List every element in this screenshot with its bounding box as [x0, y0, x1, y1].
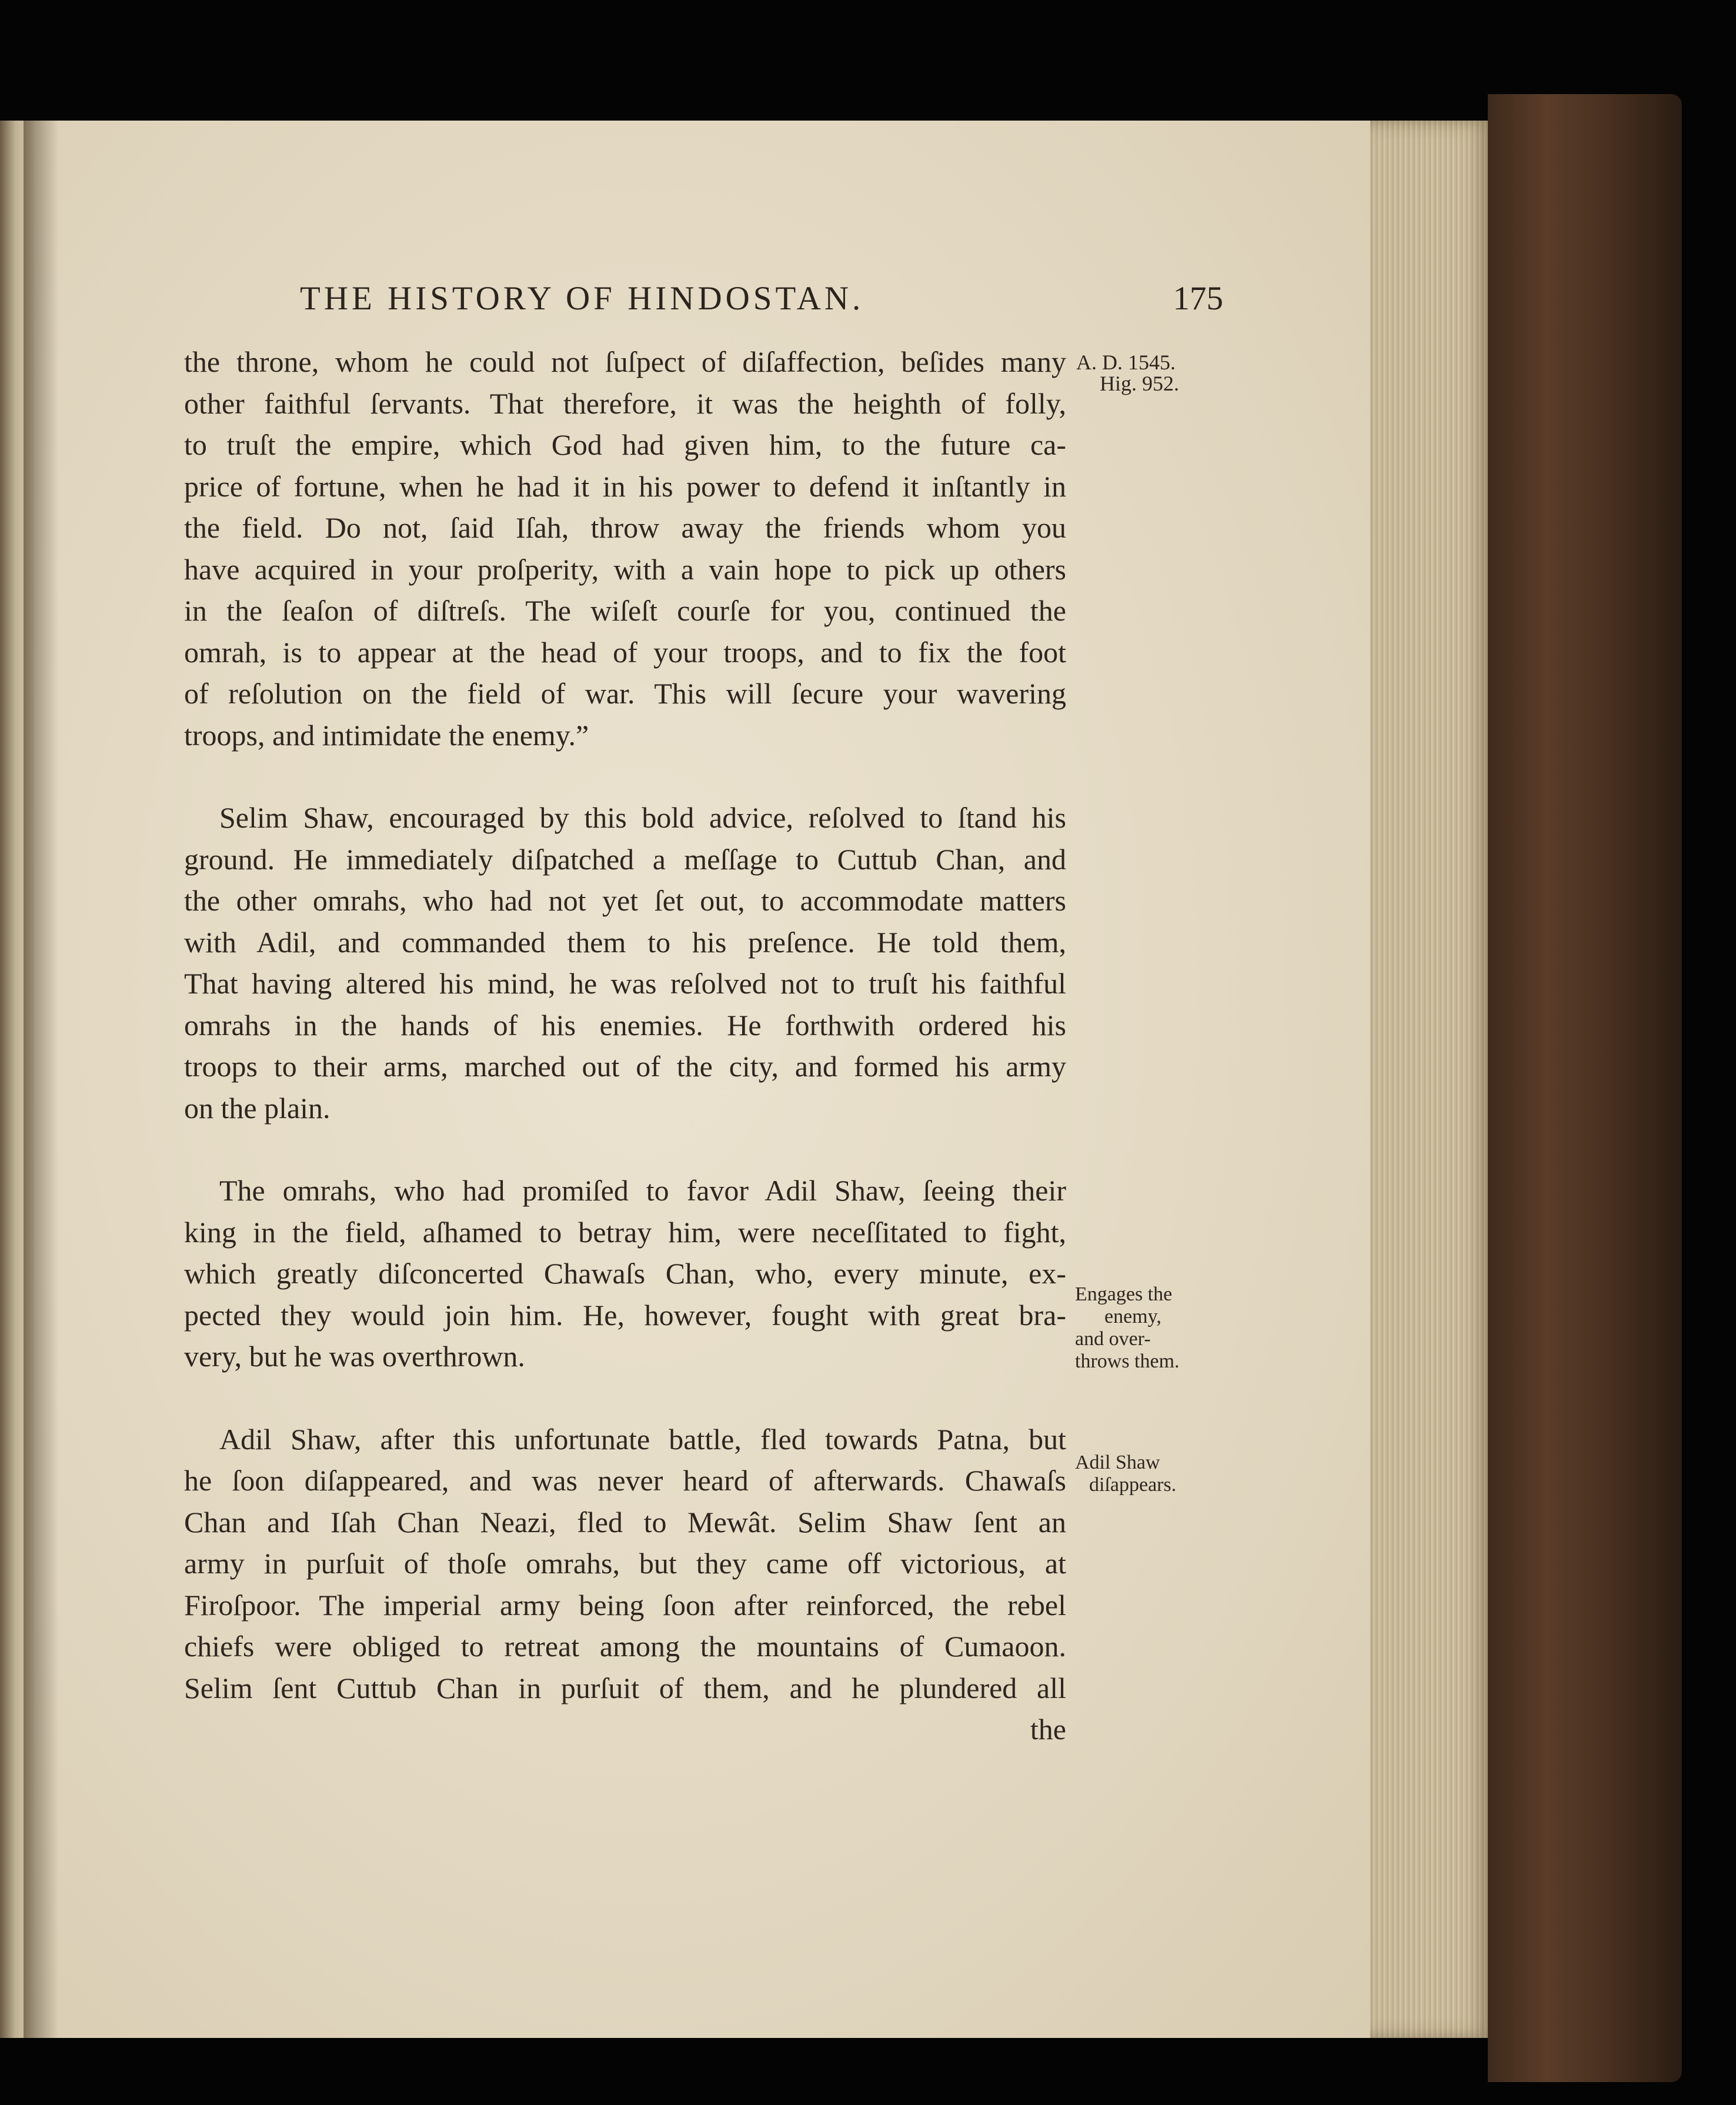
text-line: omrahs in the hands of his enemies. He forthwith ordered his [184, 1008, 1066, 1042]
paragraph-gap [184, 1377, 1066, 1419]
text-line: other faithful ſervants. That therefore, it was the heighth of folly, [184, 386, 1066, 420]
text-line: of reſolution on the field of war. This will ſecure your wavering [184, 677, 1066, 710]
margin-date-line: A. D. 1545. [1076, 351, 1176, 374]
side-note-line: and over- [1075, 1328, 1151, 1350]
text-line: pected they would join him. He, however, fought with great bra- [184, 1298, 1066, 1332]
text-line: to truſt the empire, which God had given him, to the future ca- [184, 428, 1066, 461]
page-number: 175 [1173, 280, 1223, 317]
margin-date-note [1076, 352, 1179, 394]
paragraph-gap [184, 1129, 1066, 1170]
book-cover [1488, 94, 1682, 2082]
side-note-line: Engages the [1075, 1283, 1173, 1305]
text-line: Adil Shaw, after this unfortunate battle, fled towards Patna, but [219, 1422, 1066, 1456]
text-line: king in the field, aſhamed to betray him, were neceſſitated to fight, [184, 1215, 1066, 1249]
paragraph [184, 1419, 1066, 1709]
paragraph [184, 341, 1066, 756]
text-line: which greatly diſconcerted Chawaſs Chan, who, every minute, ex- [184, 1257, 1066, 1290]
text-line: Selim ſent Cuttub Chan in purſuit of them, and he plundered all [184, 1671, 1066, 1704]
body-text [184, 341, 1066, 1750]
side-note-line: Adil Shaw [1075, 1452, 1160, 1473]
text-line: omrah, is to appear at the head of your troops, and to fix the foot [184, 635, 1066, 669]
paragraph [184, 1170, 1066, 1377]
running-head: THE HISTORY OF HINDOSTAN. [300, 280, 864, 317]
text-line: with Adil, and commanded them to his preſence. He told them, [184, 925, 1066, 959]
text-line: The omrahs, who had promiſed to favor Adil Shaw, ſeeing their [219, 1174, 1066, 1207]
text-line: the other omrahs, who had not yet ſet out, to accommodate matters [184, 884, 1066, 917]
side-note-line: enemy, [1104, 1306, 1161, 1327]
text-line: Firoſpoor. The imperial army being ſoon after reinforced, the rebel [184, 1588, 1066, 1622]
text-line: have acquired in your proſperity, with a vain hope to pick up others [184, 552, 1066, 586]
side-note [1075, 1452, 1176, 1496]
catchword: the [1030, 1713, 1066, 1746]
text-line: the field. Do not, ſaid Iſah, throw away the friends whom you [184, 511, 1066, 544]
side-note [1075, 1283, 1180, 1373]
text-line: troops, and intimidate the enemy.” [184, 718, 589, 752]
gutter-shadow [24, 121, 59, 2038]
paragraph-gap [184, 756, 1066, 797]
page-block-edge [1370, 121, 1494, 2038]
side-note-line: throws them. [1075, 1350, 1180, 1372]
text-line: the throne, whom he could not ſuſpect of diſaffection, beſides many [184, 345, 1066, 378]
page-header [300, 279, 1223, 338]
text-line: he ſoon diſappeared, and was never heard of afterwards. Chawaſs [184, 1464, 1066, 1497]
side-note-line: diſappears. [1089, 1474, 1177, 1496]
text-line: ground. He immediately diſpatched a meſſage to Cuttub Chan, and [184, 842, 1066, 876]
text-line: Selim Shaw, encouraged by this bold advice, reſolved to ſtand his [219, 801, 1066, 834]
text-line: Chan and Iſah Chan Neazi, fled to Mewât. Selim Shaw ſent an [184, 1505, 1066, 1539]
text-line: price of fortune, when he had it in his power to defend it inſtantly in [184, 469, 1066, 503]
text-line: in the ſeaſon of diſtreſs. The wiſeſt courſe for you, continued the [184, 594, 1066, 627]
margin-date-line: Hig. 952. [1100, 372, 1179, 395]
paragraph [184, 797, 1066, 1129]
text-line: troops to their arms, marched out of the city, and formed his army [184, 1050, 1066, 1083]
text-line: on the plain. [184, 1091, 330, 1125]
text-line: chiefs were obliged to retreat among the mountains of Cumaoon. [184, 1630, 1066, 1663]
text-line: That having altered his mind, he was reſolved not to truſt his faithful [184, 967, 1066, 1000]
text-line: very, but he was overthrown. [184, 1340, 525, 1373]
text-line: army in purſuit of thoſe omrahs, but they came off victorious, at [184, 1547, 1066, 1580]
